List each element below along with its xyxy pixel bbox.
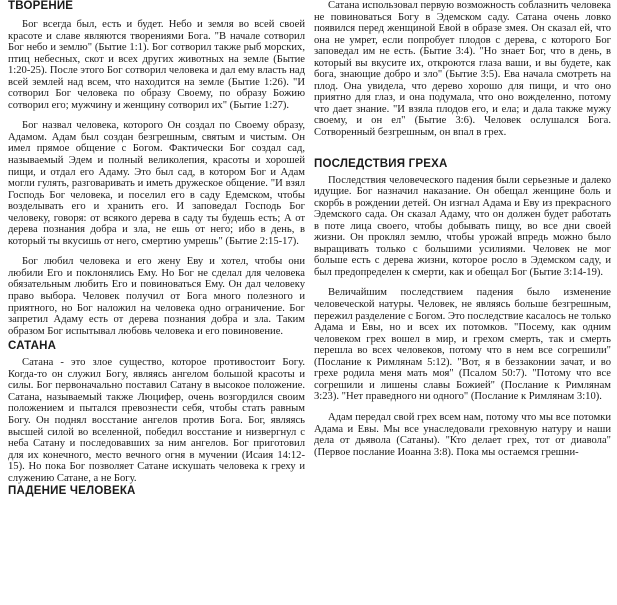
paragraph-fall-1: Сатана использовал первую возможность соблазнить человека не повиноваться Богу в Эдемском саду. Сатана очень ловко появился перед женщиной Евой в образе змея. Он сказал ей, что она не умрет, если попробует плодов с дерева, с которого Бог заповедал им не есть. (Бытие 3:4). "Но знает Бог, что в день, в который вы вкусите их, откроются глаза ваши, и вы будете, как бога, знающие добро и зло" (Бытие 3:5). Ева начала смотреть на плод. Она увидела, что дерево хорошо для пищи, и что оно приятно для глаз, и она подумала, что оно вожделенно, потому что дает знание. "И взяла плодов его, и ела; и дала также мужу своему, и он ел" (Бытие 3:6). Человек ослушался Бога. Сотворенный безгрешным, он впал в грех. bbox=[314, 0, 611, 139]
left-column bbox=[8, 0, 305, 498]
paragraph-creation-1: Бог всегда был, есть и будет. Небо и земля во всей своей красоте и славе являются творениями Бога. "В начале сотворил Бог небо и землю" (Бытие 1:1). Бог сотворил также рыб морских, птиц небесных, скот и всех других животных на земле (Бытие 1:20-25). После этого Бог сотворил человека и дал ему власть над всей землей над всем, что находится на земле (Бытие 1:26). "И сотворил Бог человека по образу Своему, по образу Божию сотворил его; мужчину и женщину сотворил их" (Бытие 1:27). bbox=[8, 19, 305, 111]
paragraph-consequences-3: Адам передал свой грех всем нам, потому что мы все потомки Адама и Евы. Мы все унаследовали греховную натуру и наши дела от дьявола (Сатаны). "Кто делает грех, тот от диавола" (Первое послание Иоанна 3:8). Пока мы остаемся грешни- bbox=[314, 411, 611, 458]
paragraph-consequences-1: Последствия человеческого падения были серьезные и далеко идущие. Бог назначил наказание. Он обещал женщине боль и скорбь в рождении детей. Он изгнал Адама и Еву из прекрасного Эдемского сада. Он сказал Адаму, что он должен будет работать в поте лица своего, чтобы добывать пищу, во все дни своей жизни. Он проклял землю, чтобы урожай впредь можно было выращивать только с большими усилиями. Человек не мог больше есть с дерева жизни, которое росло в Эдемском саду, и был предопределен к смерти, как и обещал Бог (Бытие 3:14-19). bbox=[314, 174, 611, 278]
heading-satan: САТАНА bbox=[8, 340, 57, 353]
paragraph-creation-3: Бог любил человека и его жену Еву и хотел, чтобы они любили Его и поклонялись Ему. Но Бог не сделал для человека обязательным любить Его и повиноваться Ему. Он дал человеку право выбора. Человек получил от Бога много полезного и приятного, но Бог наложил на человека одно ограничение. Бог запретил Адаму есть от дерева познания добра и зла. Таким образом Бог испытывал любовь человека и его повиновение. bbox=[8, 256, 305, 337]
right-column bbox=[314, 0, 611, 458]
heading-creation: ТВОРЕНИЕ bbox=[8, 0, 74, 12]
paragraph-satan: Сатана - это злое существо, которое противостоит Богу. Когда-то он служил Богу, являясь ангелом большой красоты и силы. Бог первоначально поставил Сатану в высокое положение. Сатана, называемый также Люцифер, очень возгордился своим положением и пытался превознести себя, чтобы стать равным Богу. Он поднял восстание ангелов против Бога. Бог, являясь высшей силой во вселенной, победил восстание и низвергнул с неба Сатану и последовавших за ним ангелов. Бог приготовил для их конечного, место вечного огня в мучении (Исаия 14:12-15). Но пока Бог позволяет Сатане искушать человека к греху и служению Сатане, а не Богу. bbox=[8, 357, 305, 484]
paragraph-creation-2: Бог назвал человека, которого Он создал по Своему образу, Адамом. Адам был создан безгрешным, святым и чистым. Он имел прямое общение с Богом. Фактически Бог создал сад, называемый Эдем и полный великолепия, красоты и хорошей пищи, и отдал его Адаму. Это был сад, в котором Бог и Адам могли гулять, разговаривать и иметь дружеское общение. "И взял Господь Бог человека, и поселил его в саду Едемском, чтобы возделывать его и хранить его. И заповедал Господь Бог человеку, говоря: от всякого дерева в саду ты будешь есть; А от дерева познания добра и зла, не ешь от него; ибо в день, в который ты вкусишь от него, смертию умрешь" (Бытие 2:15-17). bbox=[8, 120, 305, 247]
heading-consequences: ПОСЛЕДСТВИЯ ГРЕХА bbox=[314, 157, 448, 170]
heading-fall: ПАДЕНИЕ ЧЕЛОВЕКА bbox=[8, 485, 136, 498]
paragraph-consequences-2: Величайшим последствием падения было изменение человеческой натуры. Человек, не являясь больше безгрешным, пережил разделение с Богом. Это последствие касалось не только Адама и Евы, но и всех их потомков. "Посему, как одним человеком грех вошел в мир, и грехом смерть, так и смерть перешла во всех человеков, потому что в нем все согрешили" (Послание к Римлянам 5:12). "Вот, я в беззаконии зачат, и во грехе родила меня мать моя" (Псалом 50:7). "Потому что все согрешили и лишены славы Божией" (Послание к Римлянам 3:23). "Нет праведного ни одного" (Послание к Римлянам 3:10). bbox=[314, 287, 611, 403]
